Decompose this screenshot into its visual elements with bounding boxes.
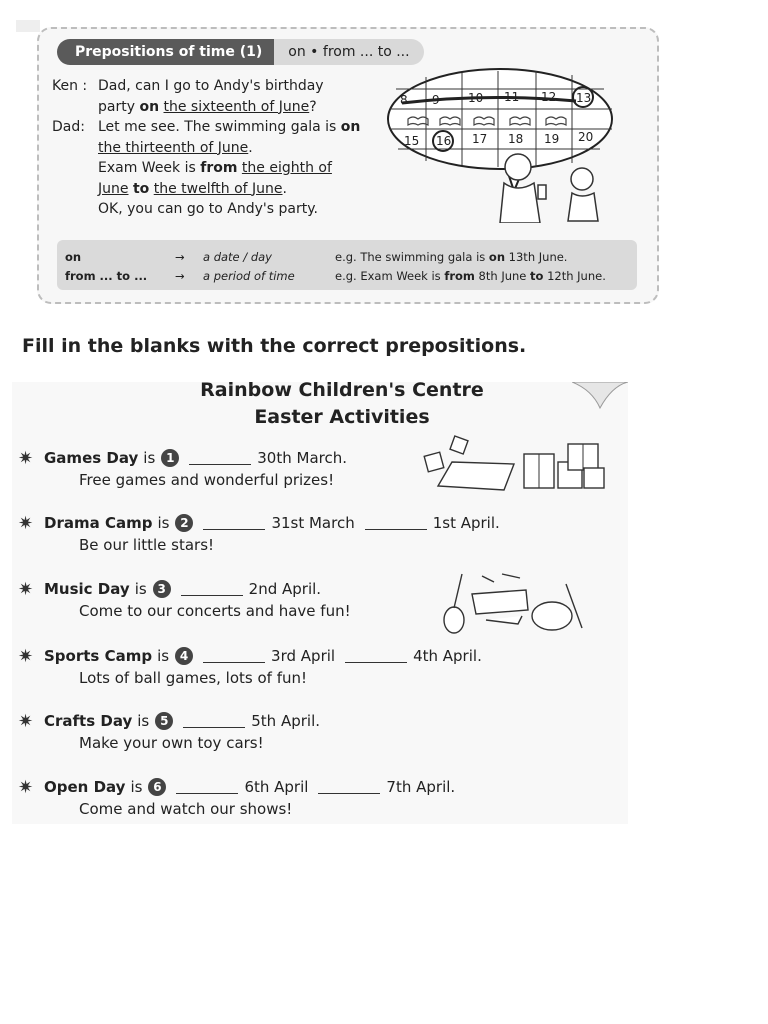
- activity-name: Open Day: [44, 778, 126, 796]
- rule-desc: a period of time: [203, 269, 295, 283]
- dialogue-text: June to the twelfth of June.: [98, 180, 287, 197]
- speaker-ken: Ken :: [52, 78, 88, 94]
- arrow-icon: →: [175, 250, 185, 264]
- rule-key: from ... to ...: [65, 269, 148, 283]
- speaker-dad: Dad:: [52, 119, 85, 135]
- dialogue-text: Let me see. The swimming gala is on: [98, 119, 361, 135]
- poster-subtitle: Easter Activities: [254, 406, 430, 428]
- answer-blank[interactable]: [318, 781, 380, 794]
- activity-description: Make your own toy cars!: [79, 734, 264, 752]
- answer-blank[interactable]: [203, 650, 265, 663]
- burst-icon: ✷: [18, 578, 34, 600]
- rule-row: [65, 248, 635, 266]
- activity-item: ✷ Open Day is 6 6th April 7th April. Come and watch our shows!: [18, 776, 578, 820]
- dialogue-text: party on the sixteenth of June?: [98, 98, 317, 115]
- calendar-date: 10: [468, 91, 484, 105]
- activity-description: Lots of ball games, lots of fun!: [79, 669, 308, 687]
- calendar-date: 9: [432, 93, 440, 107]
- dialogue-line: [52, 138, 382, 159]
- calendar-date: 16: [436, 134, 452, 148]
- calendar-date: 8: [400, 93, 408, 107]
- answer-blank[interactable]: [176, 781, 238, 794]
- activity-item: ✷ Crafts Day is 5 5th April. Make your own toy cars!: [18, 710, 578, 754]
- burst-icon: ✷: [18, 512, 34, 534]
- answer-blank[interactable]: [365, 517, 427, 530]
- burst-icon: ✷: [18, 776, 34, 798]
- calendar-date: 15: [404, 134, 420, 148]
- activity-description: Come to our concerts and have fun!: [79, 602, 351, 620]
- dialogue-text: the thirteenth of June.: [98, 139, 253, 156]
- calendar-date: 11: [504, 90, 520, 104]
- rule-row: [65, 267, 635, 285]
- grammar-subtitle: on • from ... to ...: [274, 39, 423, 65]
- number-badge: 1: [161, 449, 179, 467]
- calendar-date: 13: [576, 91, 592, 105]
- number-badge: 5: [155, 712, 173, 730]
- activity-item: ✷ Drama Camp is 2 31st March 1st April. Be our little stars!: [18, 512, 578, 556]
- burst-icon: ✷: [18, 645, 34, 667]
- rule-example: e.g. Exam Week is from 8th June to 12th June.: [335, 269, 606, 283]
- answer-blank[interactable]: [345, 650, 407, 663]
- dialogue-line: [52, 179, 382, 200]
- answer-blank[interactable]: [189, 452, 251, 465]
- calendar-date: 19: [544, 132, 560, 146]
- dialogue-text: Exam Week is from the eighth of: [98, 160, 332, 176]
- dialogue-line: [52, 158, 382, 179]
- activity-name: Games Day: [44, 449, 139, 467]
- calendar-date: 12: [541, 90, 557, 104]
- calendar-illustration: [386, 67, 618, 223]
- musical-instruments-icon: [436, 570, 588, 636]
- answer-blank[interactable]: [203, 517, 265, 530]
- dialogue-line: [52, 117, 382, 138]
- rule-desc: a date / day: [203, 250, 272, 264]
- burst-icon: ✷: [18, 710, 34, 732]
- dialogue-text: OK, you can go to Andy's party.: [98, 201, 318, 217]
- number-badge: 6: [148, 778, 166, 796]
- number-badge: 4: [175, 647, 193, 665]
- activity-description: Come and watch our shows!: [79, 800, 293, 818]
- calendar-date: 17: [472, 132, 488, 146]
- poster-title: Rainbow Children's Centre: [200, 379, 484, 401]
- dialogue-line: [52, 76, 382, 97]
- arrow-icon: →: [175, 269, 185, 283]
- rule-box: [57, 240, 637, 290]
- dialogue-line: [52, 97, 382, 118]
- activity-name: Music Day: [44, 580, 130, 598]
- instruction: Fill in the blanks with the correct prepositions.: [22, 335, 527, 357]
- number-badge: 2: [175, 514, 193, 532]
- answer-blank[interactable]: [183, 715, 245, 728]
- rule-key: on: [65, 250, 82, 264]
- calendar-date: 20: [578, 130, 594, 144]
- dialogue-line: [52, 199, 382, 220]
- rule-example: e.g. The swimming gala is on 13th June.: [335, 250, 568, 264]
- board-game-gifts-icon: [418, 432, 608, 494]
- activity-item: ✷ Music Day is 3 2nd April. Come to our concerts and have fun!: [18, 578, 578, 622]
- activity-item: ✷ Games Day is 1 30th March. Free games and wonderful prizes!: [18, 447, 578, 491]
- activity-name: Crafts Day: [44, 712, 133, 730]
- activity-name: Sports Camp: [44, 647, 153, 665]
- calendar-date: 18: [508, 132, 524, 146]
- grammar-header: [57, 39, 424, 65]
- dialogue: [52, 76, 382, 220]
- activity-description: Be our little stars!: [79, 536, 215, 554]
- activity-item: ✷ Sports Camp is 4 3rd April 4th April. Lots of ball games, lots of fun!: [18, 645, 578, 689]
- activity-name: Drama Camp: [44, 514, 153, 532]
- burst-icon: ✷: [18, 447, 34, 469]
- answer-blank[interactable]: [181, 583, 243, 596]
- number-badge: 3: [153, 580, 171, 598]
- activity-description: Free games and wonderful prizes!: [79, 471, 335, 489]
- page-edge-strip: [16, 20, 40, 32]
- dialogue-text: Dad, can I go to Andy's birthday: [98, 78, 324, 94]
- grammar-title: Prepositions of time (1): [57, 39, 276, 65]
